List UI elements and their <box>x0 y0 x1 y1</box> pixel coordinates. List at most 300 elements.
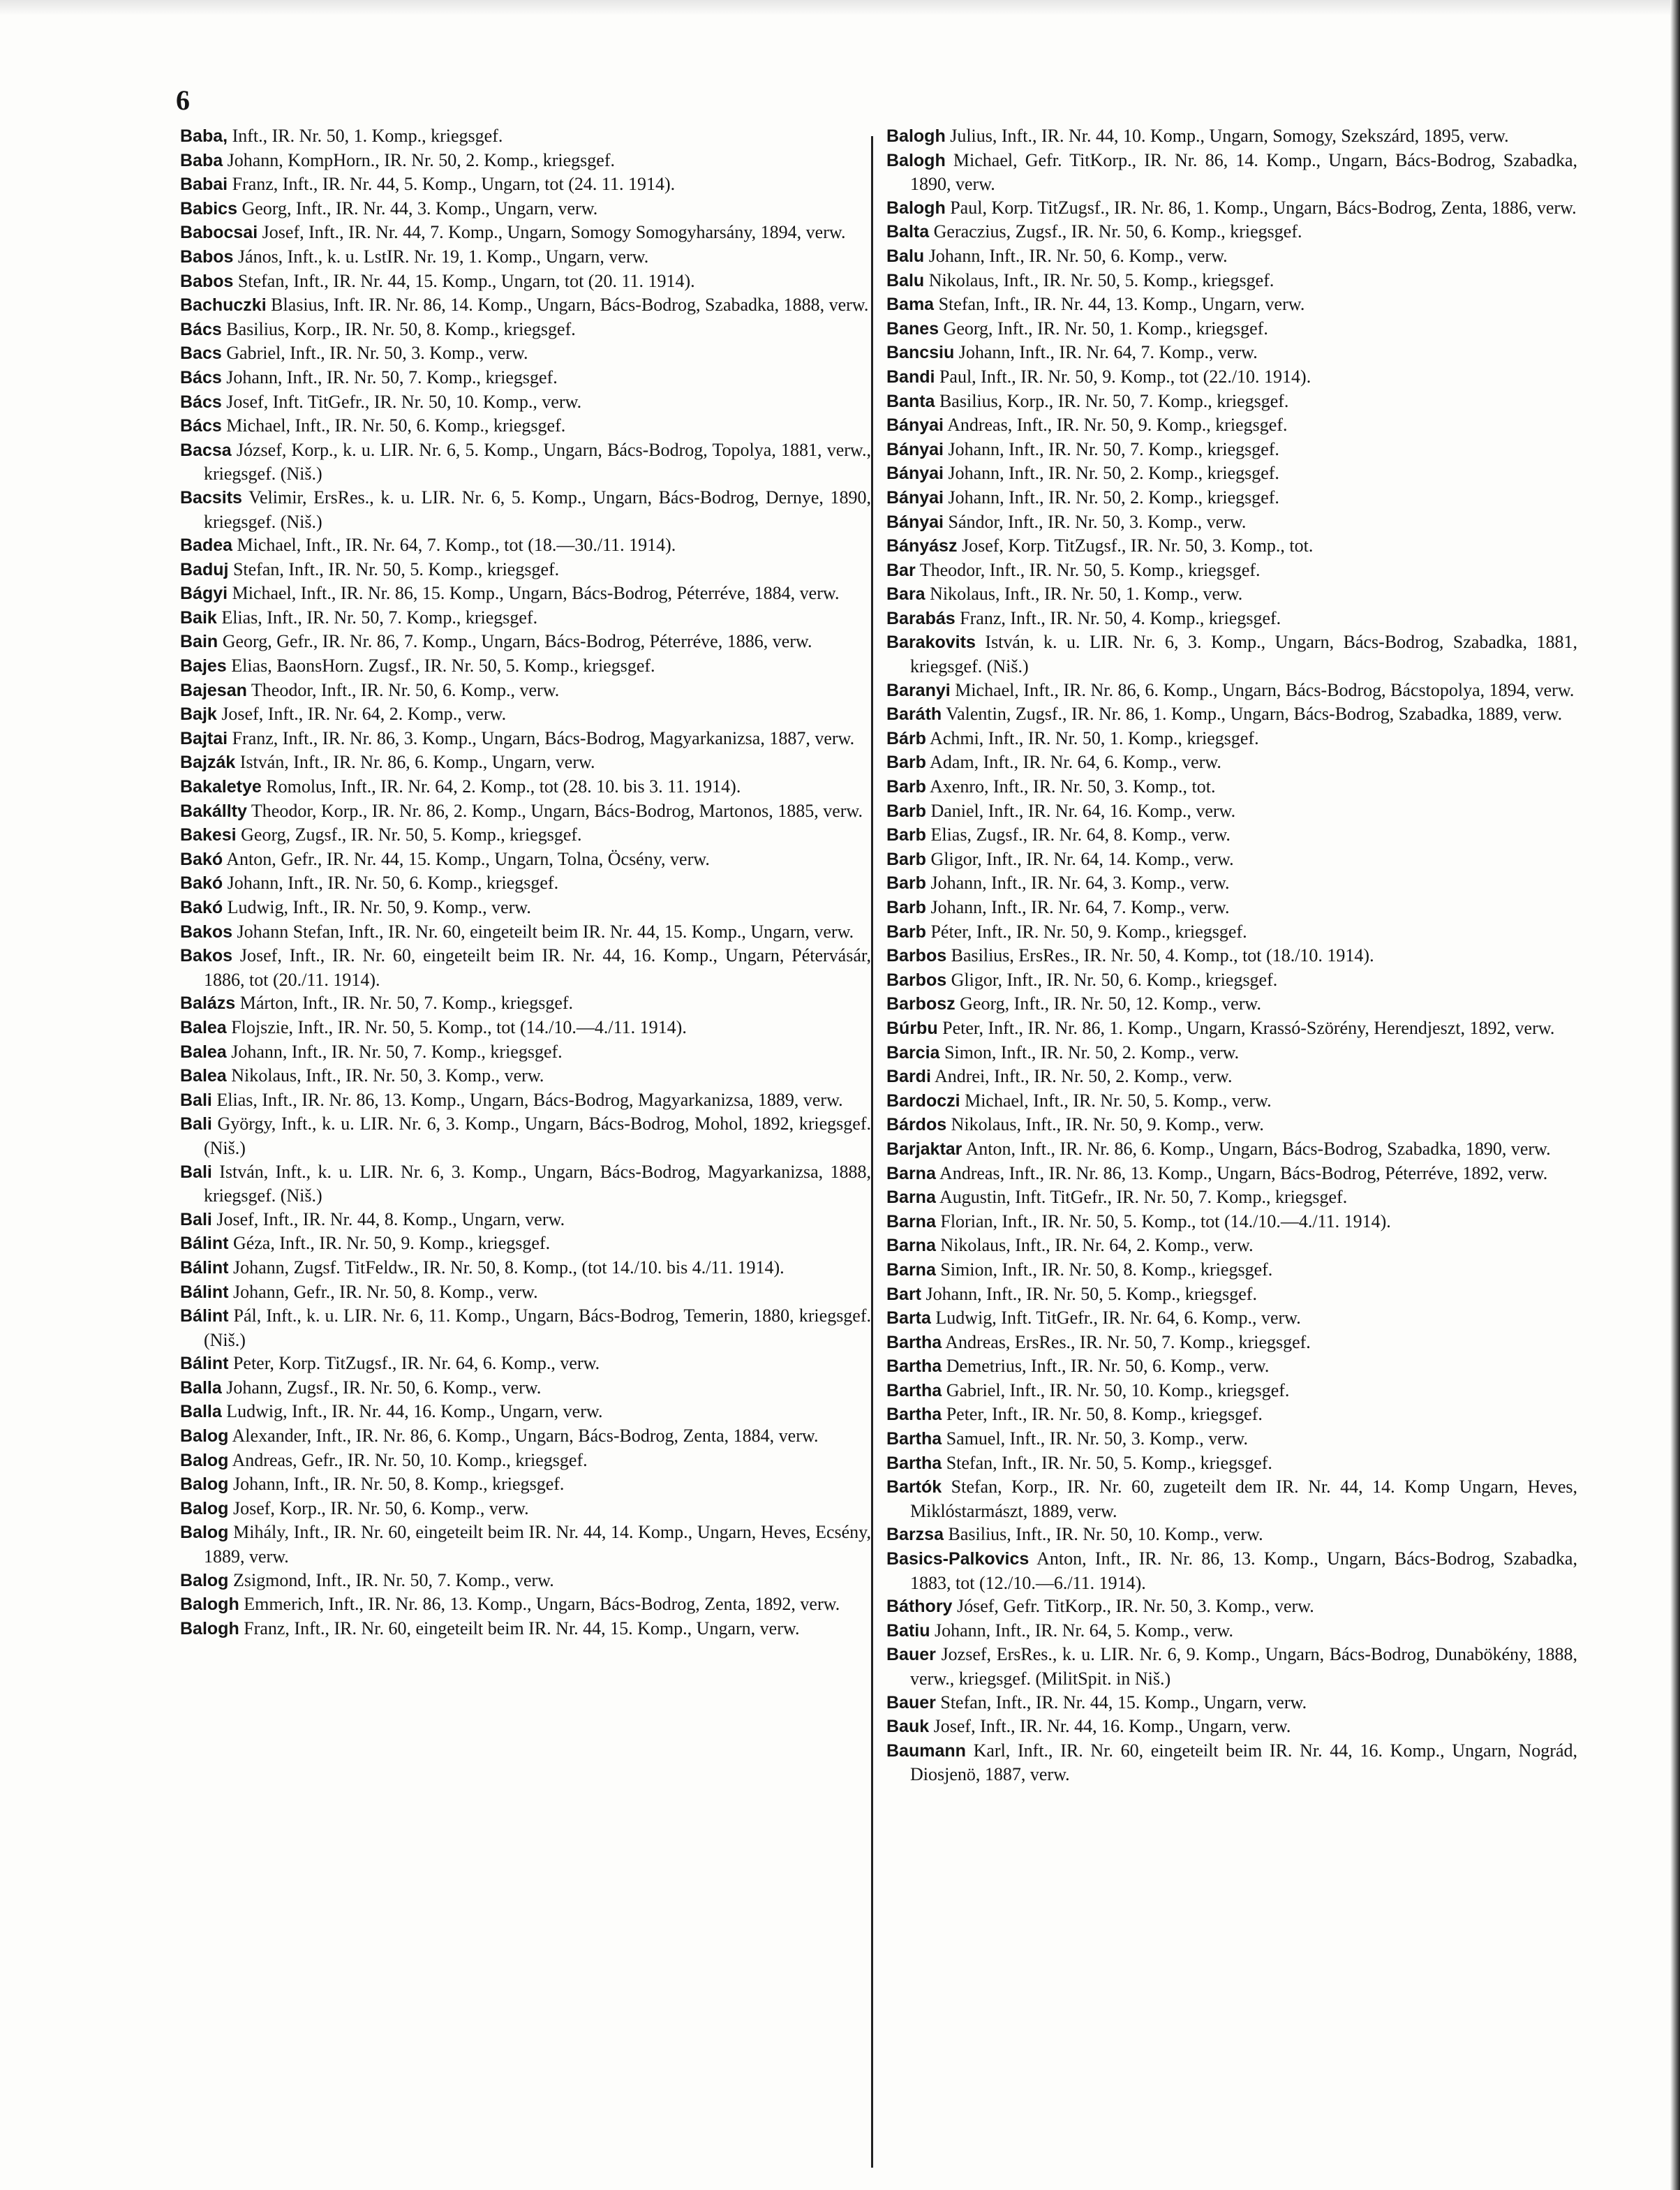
list-entry <box>886 823 1577 848</box>
list-entry <box>886 1643 1577 1690</box>
list-entry <box>180 1016 871 1040</box>
entry-surname: Bart <box>886 1284 922 1304</box>
entry-details: Theodor, Inft., IR. Nr. 50, 6. Komp., verw. <box>251 679 560 700</box>
entry-surname: Bajtai <box>180 728 228 748</box>
entry-details: Stefan, Inft., IR. Nr. 50, 5. Komp., kriegsgef. <box>946 1452 1272 1473</box>
list-entry <box>886 968 1577 993</box>
list-entry <box>180 606 871 630</box>
page-number: 6 <box>176 84 190 116</box>
entry-surname: Bardoczi <box>886 1090 960 1111</box>
list-entry <box>180 486 871 533</box>
list-entry <box>886 244 1577 269</box>
entry-details: Simon, Inft., IR. Nr. 50, 2. Komp., verw. <box>944 1042 1240 1063</box>
entry-surname: Bányai <box>886 415 944 436</box>
entry-surname: Bágyi <box>180 584 228 604</box>
list-entry <box>886 149 1577 196</box>
entry-details: Peter, Korp. TitZugsf., IR. Nr. 64, 6. Komp., verw. <box>232 1353 600 1374</box>
list-entry <box>180 1617 871 1641</box>
entry-surname: Bányai <box>886 512 944 532</box>
entry-details: Johann, Gefr., IR. Nr. 50, 8. Komp., verw. <box>232 1281 538 1302</box>
entry-details: Basilius, Inft., IR. Nr. 50, 10. Komp., verw. <box>948 1524 1263 1545</box>
entry-surname: Baráth <box>886 704 942 725</box>
entry-surname: Bacs <box>180 343 222 364</box>
list-entry <box>180 896 871 920</box>
entry-surname: Bartha <box>886 1380 942 1400</box>
entry-surname: Balu <box>886 246 925 266</box>
entry-details: Paul, Inft., IR. Nr. 50, 9. Komp., tot (22./10. 1914). <box>939 366 1311 387</box>
list-entry <box>886 1041 1577 1065</box>
entry-surname: Balu <box>886 270 925 290</box>
entry-surname: Barna <box>886 1236 936 1256</box>
entry-surname: Banta <box>886 391 935 411</box>
entry-surname: Bara <box>886 584 926 605</box>
entry-surname: Bács <box>180 367 222 387</box>
entry-surname: Báthory <box>886 1597 953 1617</box>
entry-surname: Balla <box>180 1402 222 1422</box>
list-entry <box>886 582 1577 607</box>
list-entry <box>886 992 1577 1016</box>
entry-details: Demetrius, Inft., IR. Nr. 50, 6. Komp., verw. <box>946 1356 1270 1377</box>
list-entry <box>886 1354 1577 1379</box>
list-entry <box>180 1521 871 1568</box>
entry-details: Franz, Inft., IR. Nr. 86, 3. Komp., Ungarn, Bács-Bodrog, Magyarkanizsa, 1887, verw. <box>232 727 855 748</box>
list-entry <box>180 1592 871 1617</box>
entry-details: Johann, Zugsf., IR. Nr. 50, 6. Komp., verw. <box>226 1377 542 1398</box>
list-entry <box>886 1065 1577 1089</box>
entry-details: Johann, Inft., IR. Nr. 64, 7. Komp., verw. <box>958 342 1258 363</box>
list-entry <box>180 1449 871 1473</box>
entry-surname: Barb <box>886 753 926 773</box>
entry-surname: Bali <box>180 1090 212 1110</box>
entry-surname: Bali <box>180 1114 212 1134</box>
entry-details: Elias, BaonsHorn. Zugsf., IR. Nr. 50, 5. Komp., kriegsgef. <box>231 656 655 676</box>
list-entry <box>180 197 871 221</box>
list-entry <box>180 1352 871 1376</box>
entry-surname: Balogh <box>886 150 946 170</box>
entry-details: Ludwig, Inft., IR. Nr. 44, 16. Komp., Ungarn, verw. <box>226 1401 603 1422</box>
entry-details: Samuel, Inft., IR. Nr. 50, 3. Komp., verw. <box>946 1428 1249 1449</box>
list-entry <box>886 1451 1577 1476</box>
list-entry <box>886 220 1577 244</box>
entry-surname: Barb <box>886 849 926 869</box>
entry-details: Johann, Inft., IR. Nr. 50, 2. Komp., kriegsgef. <box>948 487 1279 508</box>
entry-surname: Balog <box>180 1450 229 1470</box>
entry-surname: Bálint <box>180 1306 229 1326</box>
list-entry <box>180 679 871 703</box>
entry-details: Nikolaus, Inft., IR. Nr. 50, 3. Komp., verw. <box>231 1065 544 1086</box>
entry-details: Stefan, Inft., IR. Nr. 44, 15. Komp., Ungarn, tot (20. 11. 1914). <box>237 270 695 291</box>
entry-surname: Balogh <box>180 1595 239 1615</box>
entry-details: Ludwig, Inft., IR. Nr. 50, 9. Komp., verw. <box>227 897 531 917</box>
list-entry <box>180 221 871 245</box>
list-entry <box>180 124 871 149</box>
entry-surname: Barna <box>886 1211 936 1231</box>
list-entry <box>180 871 871 896</box>
list-entry <box>886 920 1577 945</box>
entry-details: István, k. u. LIR. Nr. 6, 3. Komp., Ungarn, Bács-Bodrog, Szabadka, 1881, kriegsgef. (Niš.) <box>910 632 1578 677</box>
entry-details: Alexander, Inft., IR. Nr. 86, 6. Komp., Ungarn, Bács-Bodrog, Zenta, 1884, verw. <box>232 1426 819 1447</box>
entry-details: Andreas, ErsRes., IR. Nr. 50, 7. Komp., kriegsgef. <box>945 1331 1311 1352</box>
list-entry <box>886 871 1577 896</box>
entry-details: Andreas, Gefr., IR. Nr. 50, 10. Komp., kriegsgef. <box>232 1449 588 1470</box>
list-entry <box>886 1331 1577 1355</box>
entry-details: Johann, Inft., IR. Nr. 50, 7. Komp., kriegsgef. <box>948 438 1279 459</box>
entry-surname: Baba <box>180 150 223 170</box>
entry-surname: Bali <box>180 1209 212 1229</box>
list-entry <box>180 269 871 294</box>
entry-surname: Bandi <box>886 367 935 387</box>
entry-surname: Balta <box>886 222 930 242</box>
list-entry <box>886 1185 1577 1210</box>
entry-surname: Balog <box>180 1498 229 1518</box>
entry-surname: Baumann <box>886 1740 966 1761</box>
list-entry <box>180 1424 871 1449</box>
entry-surname: Balogh <box>886 198 946 218</box>
entry-surname: Barb <box>886 825 926 845</box>
entry-details: Andrei, Inft., IR. Nr. 50, 2. Komp., verw. <box>934 1066 1233 1087</box>
list-entry <box>886 750 1577 775</box>
entry-surname: Bancsiu <box>886 343 955 363</box>
entry-details: Johann, Inft., IR. Nr. 50, 7. Komp., kriegsgef. <box>226 367 558 387</box>
entry-details: Simion, Inft., IR. Nr. 50, 8. Komp., kriegsgef. <box>940 1259 1273 1280</box>
list-entry <box>180 848 871 872</box>
entry-surname: Bartha <box>886 1429 942 1449</box>
list-entry <box>886 630 1577 678</box>
entry-details: János, Inft., k. u. LstIR. Nr. 19, 1. Komp., Ungarn, verw. <box>237 246 649 267</box>
list-entry <box>180 414 871 438</box>
scan-top-edge <box>0 0 1680 15</box>
entry-details: Florian, Inft., IR. Nr. 50, 5. Komp., tot (14./10.—4./11. 1914). <box>940 1211 1391 1231</box>
list-entry <box>180 582 871 606</box>
list-entry <box>180 245 871 269</box>
list-entry <box>886 461 1577 486</box>
list-entry <box>886 341 1577 365</box>
entry-details: Johann, Zugsf. TitFeldw., IR. Nr. 50, 8. Komp., (tot 14./10. bis 4./11. 1914). <box>232 1257 785 1278</box>
list-entry <box>180 944 871 991</box>
entry-details: Josef, Korp. TitZugsf., IR. Nr. 50, 3. Komp., tot. <box>961 535 1314 556</box>
entry-surname: Barb <box>886 873 926 894</box>
list-entry <box>180 1472 871 1497</box>
entry-details: Elias, Inft., IR. Nr. 50, 7. Komp., kriegsgef. <box>221 607 538 628</box>
entry-details: Géza, Inft., IR. Nr. 50, 9. Komp., kriegsgef. <box>232 1233 551 1254</box>
list-entry <box>886 269 1577 293</box>
entry-surname: Bács <box>180 416 222 436</box>
list-entry <box>180 1376 871 1400</box>
list-entry <box>180 1304 871 1352</box>
entry-surname: Bacsa <box>180 440 232 460</box>
entry-details: Valentin, Zugsf., IR. Nr. 86, 1. Komp., Ungarn, Bács-Bodrog, Szabadka, 1889, verw. <box>946 704 1563 725</box>
entry-surname: Barabás <box>886 608 956 628</box>
entry-surname: Barbosz <box>886 994 956 1014</box>
list-entry <box>180 920 871 945</box>
list-entry <box>886 727 1577 751</box>
entry-details: Josef, Inft., IR. Nr. 44, 16. Komp., Ungarn, verw. <box>933 1716 1291 1737</box>
entry-surname: Bakó <box>180 849 223 869</box>
entry-surname: Bányász <box>886 536 958 556</box>
list-entry <box>886 1282 1577 1307</box>
entry-details: Theodor, Korp., IR. Nr. 86, 2. Komp., Ungarn, Bács-Bodrog, Martonos, 1885, verw. <box>251 800 863 821</box>
entry-surname: Barzsa <box>886 1525 944 1545</box>
list-entry <box>886 365 1577 390</box>
list-entry <box>180 1497 871 1521</box>
list-entry <box>886 1210 1577 1234</box>
list-entry <box>180 149 871 173</box>
entry-details: Michael, Inft., IR. Nr. 50, 5. Komp., verw. <box>965 1090 1272 1111</box>
entry-surname: Bakos <box>180 922 233 942</box>
list-entry <box>886 944 1577 968</box>
list-entry <box>886 1523 1577 1547</box>
entry-details: Franz, Inft., IR. Nr. 44, 5. Komp., Ungarn, tot (24. 11. 1914). <box>232 174 676 195</box>
entry-surname: Bálint <box>180 1234 229 1254</box>
entry-surname: Bakállty <box>180 801 247 821</box>
entry-details: Johann Stefan, Inft., IR. Nr. 60, eingeteilt beim IR. Nr. 44, 15. Komp., Ungarn, verw. <box>237 921 854 942</box>
entry-details: Michael, Inft., IR. Nr. 50, 6. Komp., kriegsgef. <box>226 415 566 436</box>
entry-details: Inft., IR. Nr. 50, 1. Komp., kriegsgef. <box>232 126 503 146</box>
list-entry <box>886 1715 1577 1739</box>
entry-surname: Barb <box>886 898 926 917</box>
entry-details: György, Inft., k. u. LIR. Nr. 6, 3. Komp., Ungarn, Bács-Bodrog, Mohol, 1892, kriegsgef. (Niš.) <box>204 1114 871 1158</box>
entry-details: Ludwig, Inft. TitGefr., IR. Nr. 64, 6. Komp., verw. <box>935 1308 1301 1329</box>
entry-surname: Barjaktar <box>886 1139 962 1159</box>
entry-details: Georg, Gefr., IR. Nr. 86, 7. Komp., Ungarn, Bács-Bodrog, Péterréve, 1886, verw. <box>222 631 812 652</box>
entry-details: Nikolaus, Inft., IR. Nr. 50, 1. Komp., verw. <box>930 584 1243 605</box>
entry-surname: Bárdos <box>886 1115 947 1135</box>
list-entry <box>886 510 1577 535</box>
entry-surname: Barb <box>886 777 926 797</box>
entry-surname: Bar <box>886 560 916 580</box>
entry-surname: Babai <box>180 175 228 195</box>
list-entry <box>180 823 871 848</box>
list-entry <box>886 1258 1577 1282</box>
entry-details: Michael, Inft., IR. Nr. 86, 15. Komp., Ungarn, Bács-Bodrog, Péterréve, 1884, verw. <box>232 583 840 604</box>
entry-surname: Bajes <box>180 656 227 676</box>
entry-surname: Bálint <box>180 1354 229 1374</box>
list-entry <box>886 558 1577 583</box>
entry-surname: Batiu <box>886 1620 930 1641</box>
list-entry <box>180 366 871 390</box>
list-entry <box>886 1089 1577 1114</box>
entry-details: Johann, Inft., IR. Nr. 50, 8. Komp., kriegsgef. <box>232 1474 565 1495</box>
list-entry <box>180 341 871 366</box>
entry-surname: Bajesan <box>180 680 247 700</box>
entry-surname: Bakesi <box>180 825 237 845</box>
entry-surname: Balea <box>180 1042 227 1062</box>
entry-surname: Bárb <box>886 728 926 748</box>
entry-details: Michael, Gefr. TitKorp., IR. Nr. 86, 14. Komp., Ungarn, Bács-Bodrog, Szabadka, 1890, verw. <box>910 149 1577 195</box>
entry-surname: Bálint <box>180 1282 229 1302</box>
list-entry <box>886 1016 1577 1041</box>
entry-surname: Bakó <box>180 873 223 894</box>
list-entry <box>886 799 1577 824</box>
entry-surname: Bama <box>886 295 935 315</box>
list-entry <box>180 172 871 197</box>
entry-details: Josef, Inft., IR. Nr. 44, 7. Komp., Ungarn, Somogy Somogyharsány, 1894, verw. <box>262 222 846 243</box>
list-entry <box>886 607 1577 631</box>
entry-surname: Barna <box>886 1188 936 1208</box>
entry-details: Andreas, Inft., IR. Nr. 50, 9. Komp., kriegsgef. <box>947 415 1288 436</box>
list-entry <box>180 654 871 679</box>
list-entry <box>180 533 871 558</box>
list-entry <box>886 1619 1577 1643</box>
entry-surname: Baik <box>180 607 217 628</box>
entry-surname: Balla <box>180 1377 222 1398</box>
entry-surname: Bakaletye <box>180 777 262 797</box>
entry-surname: Bakos <box>180 946 233 966</box>
list-entry <box>180 293 871 318</box>
entry-surname: Balogh <box>180 1618 239 1638</box>
entry-details: Basilius, Korp., IR. Nr. 50, 8. Komp., kriegsgef. <box>226 318 576 339</box>
list-entry <box>886 1427 1577 1451</box>
list-entry <box>180 991 871 1016</box>
entry-surname: Bartha <box>886 1356 942 1377</box>
list-entry <box>886 1739 1577 1786</box>
entry-details: Johann, Inft., IR. Nr. 50, 5. Komp., kriegsgef. <box>926 1283 1257 1304</box>
entry-details: Sándor, Inft., IR. Nr. 50, 3. Komp., verw. <box>948 511 1247 532</box>
list-entry <box>886 896 1577 920</box>
left-column <box>180 124 871 1641</box>
list-entry <box>886 1379 1577 1403</box>
entry-details: Georg, Inft., IR. Nr. 50, 12. Komp., verw. <box>960 993 1261 1014</box>
list-entry <box>180 1280 871 1305</box>
entry-details: Péter, Inft., IR. Nr. 50, 9. Komp., kriegsgef. <box>930 921 1247 942</box>
entry-surname: Bács <box>180 392 222 412</box>
entry-surname: Bacsits <box>180 487 242 508</box>
list-entry <box>886 702 1577 727</box>
entry-details: Zsigmond, Inft., IR. Nr. 50, 7. Komp., verw. <box>232 1569 554 1590</box>
list-entry <box>886 317 1577 341</box>
list-entry <box>886 1547 1577 1595</box>
entry-details: Jósef, Gefr. TitKorp., IR. Nr. 50, 3. Komp., verw. <box>956 1596 1314 1617</box>
entry-surname: Banes <box>886 318 939 339</box>
entry-surname: Babos <box>180 271 234 291</box>
list-entry <box>886 293 1577 317</box>
list-entry <box>886 486 1577 510</box>
entry-details: Johann, Inft., IR. Nr. 64, 3. Komp., verw. <box>930 873 1230 894</box>
entry-details: József, Korp., k. u. LIR. Nr. 6, 5. Komp., Ungarn, Bács-Bodrog, Topolya, 1881, verw., kriegsgef. (Niš.) <box>204 439 871 484</box>
entry-details: Nikolaus, Inft., IR. Nr. 50, 5. Komp., kriegsgef. <box>928 269 1274 290</box>
entry-surname: Balogh <box>886 126 946 146</box>
list-entry <box>180 390 871 415</box>
entry-details: Nikolaus, Inft., IR. Nr. 50, 9. Komp., verw. <box>951 1114 1264 1135</box>
entry-details: Romolus, Inft., IR. Nr. 64, 2. Komp., tot (28. 10. bis 3. 11. 1914). <box>266 776 741 797</box>
entry-details: Stefan, Inft., IR. Nr. 50, 5. Komp., kriegsgef. <box>232 558 560 579</box>
entry-details: Anton, Inft., IR. Nr. 86, 13. Komp., Ungarn, Bács-Bodrog, Szabadka, 1883, tot (12./10.—6./11. 1914). <box>910 1548 1577 1593</box>
list-entry <box>886 196 1577 221</box>
entry-surname: Bauer <box>886 1692 936 1712</box>
list-entry <box>180 702 871 727</box>
list-entry <box>180 727 871 751</box>
entry-surname: Bálint <box>180 1257 229 1278</box>
entry-surname: Bakó <box>180 898 223 917</box>
entry-surname: Bajk <box>180 704 217 725</box>
entry-details: Mihály, Inft., IR. Nr. 60, eingeteilt beim IR. Nr. 44, 14. Komp., Ungarn, Heves, Ecsény, 1889, verw. <box>204 1522 871 1567</box>
entry-details: Adam, Inft., IR. Nr. 64, 6. Komp., verw. <box>930 752 1221 773</box>
entry-details: Nikolaus, Inft., IR. Nr. 64, 2. Komp., verw. <box>940 1235 1254 1256</box>
entry-details: Michael, Inft., IR. Nr. 86, 6. Komp., Ungarn, Bács-Bodrog, Bácstopolya, 1894, verw. <box>955 679 1575 700</box>
entry-details: Georg, Zugsf., IR. Nr. 50, 5. Komp., kriegsgef. <box>241 824 582 845</box>
column-divider <box>871 136 873 2168</box>
list-entry <box>180 1112 871 1160</box>
entry-surname: Bardi <box>886 1067 931 1087</box>
entry-details: Karl, Inft., IR. Nr. 60, eingeteilt beim IR. Nr. 44, 16. Komp., Ungarn, Nográd, Diosjenö, 1887, verw. <box>910 1740 1578 1785</box>
list-entry <box>180 1160 871 1208</box>
list-entry <box>180 1400 871 1424</box>
entry-surname: Bartha <box>886 1332 942 1352</box>
entry-details: Basilius, Korp., IR. Nr. 50, 7. Komp., kriegsgef. <box>939 390 1289 411</box>
entry-details: Daniel, Inft., IR. Nr. 64, 16. Komp., verw. <box>930 800 1236 821</box>
list-entry <box>886 679 1577 703</box>
entry-details: Josef, Inft., IR. Nr. 64, 2. Komp., verw. <box>221 704 507 725</box>
entry-surname: Bartha <box>886 1405 942 1425</box>
entry-details: Basilius, ErsRes., IR. Nr. 50, 4. Komp., tot (18./10. 1914). <box>951 945 1374 966</box>
list-entry <box>886 534 1577 558</box>
entry-surname: Balog <box>180 1426 229 1447</box>
list-entry <box>180 318 871 342</box>
entry-details: Josef, Inft., IR. Nr. 44, 8. Komp., Ungarn, verw. <box>216 1208 565 1229</box>
list-entry <box>180 1040 871 1065</box>
entry-details: Gabriel, Inft., IR. Nr. 50, 10. Komp., kriegsgef. <box>946 1379 1290 1400</box>
entry-surname: Basics-Palkovics <box>886 1549 1029 1569</box>
entry-details: Jozsef, ErsRes., k. u. LIR. Nr. 6, 9. Komp., Ungarn, Bács-Bodrog, Dunabökény, 1888, verw., kriegsgef. (MilitSpit. in Niš.) <box>910 1644 1578 1689</box>
entry-details: Elias, Inft., IR. Nr. 86, 13. Komp., Ungarn, Bács-Bodrog, Magyarkanizsa, 1889, verw. <box>216 1089 843 1110</box>
entry-details: Georg, Inft., IR. Nr. 50, 1. Komp., kriegsgef. <box>943 318 1268 339</box>
list-entry <box>180 1256 871 1280</box>
list-entry <box>886 1234 1577 1258</box>
entry-details: Michael, Inft., IR. Nr. 64, 7. Komp., tot (18.—30./11. 1914). <box>237 535 676 556</box>
list-entry <box>886 1403 1577 1427</box>
entry-surname: Bányai <box>886 439 944 459</box>
list-entry <box>886 775 1577 799</box>
list-entry <box>886 390 1577 414</box>
entry-details: Geraczius, Zugsf., IR. Nr. 50, 6. Komp., kriegsgef. <box>933 221 1302 242</box>
entry-details: Julius, Inft., IR. Nr. 44, 10. Komp., Ungarn, Somogy, Szekszárd, 1895, verw. <box>950 126 1509 146</box>
entry-details: István, Inft., IR. Nr. 86, 6. Komp., Ungarn, verw. <box>239 752 595 773</box>
list-entry <box>180 1064 871 1088</box>
entry-surname: Balázs <box>180 993 236 1014</box>
entry-surname: Barna <box>886 1163 936 1183</box>
entry-details: Axenro, Inft., IR. Nr. 50, 3. Komp., tot. <box>930 776 1216 797</box>
entry-details: Anton, Gefr., IR. Nr. 44, 15. Komp., Ungarn, Tolna, Öcsény, verw. <box>226 848 710 869</box>
entry-surname: Barna <box>886 1259 936 1280</box>
entry-surname: Bachuczki <box>180 295 267 316</box>
entry-details: Josef, Inft. TitGefr., IR. Nr. 50, 10. Komp., verw. <box>226 391 582 412</box>
list-entry <box>180 1231 871 1256</box>
entry-details: Gligor, Inft., IR. Nr. 50, 6. Komp., kriegsgef. <box>951 969 1278 990</box>
entry-details: Johann, Inft., IR. Nr. 50, 6. Komp., kriegsgef. <box>227 873 559 894</box>
entry-surname: Babics <box>180 198 237 219</box>
list-entry <box>180 775 871 799</box>
entry-details: Augustin, Inft. TitGefr., IR. Nr. 50, 7. Komp., kriegsgef. <box>939 1187 1348 1208</box>
entry-surname: Balea <box>180 1017 227 1037</box>
entry-details: Anton, Inft., IR. Nr. 86, 6. Komp., Ungarn, Bács-Bodrog, Szabadka, 1890, verw. <box>965 1138 1551 1159</box>
entry-surname: Bauk <box>886 1717 930 1737</box>
entry-surname: Baba, <box>180 126 228 146</box>
entry-surname: Barcia <box>886 1042 940 1063</box>
entry-details: Josef, Korp., IR. Nr. 50, 6. Komp., verw. <box>232 1497 529 1518</box>
entry-details: Blasius, Inft. IR. Nr. 86, 14. Komp., Ungarn, Bács-Bodrog, Szabadka, 1888, verw. <box>271 295 869 316</box>
right-column <box>886 124 1577 1786</box>
entry-surname: Balog <box>180 1523 229 1543</box>
entry-surname: Búrbu <box>886 1018 938 1038</box>
entry-details: Stefan, Inft., IR. Nr. 44, 13. Komp., Ungarn, verw. <box>938 294 1305 315</box>
list-entry <box>886 438 1577 462</box>
list-entry <box>180 558 871 582</box>
entry-surname: Babocsai <box>180 223 258 243</box>
entry-details: Franz, Inft., IR. Nr. 50, 4. Komp., kriegsgef. <box>960 607 1281 628</box>
entry-surname: Bali <box>180 1162 212 1182</box>
entry-surname: Barta <box>886 1308 931 1329</box>
entry-details: Elias, Zugsf., IR. Nr. 64, 8. Komp., verw. <box>930 824 1231 845</box>
